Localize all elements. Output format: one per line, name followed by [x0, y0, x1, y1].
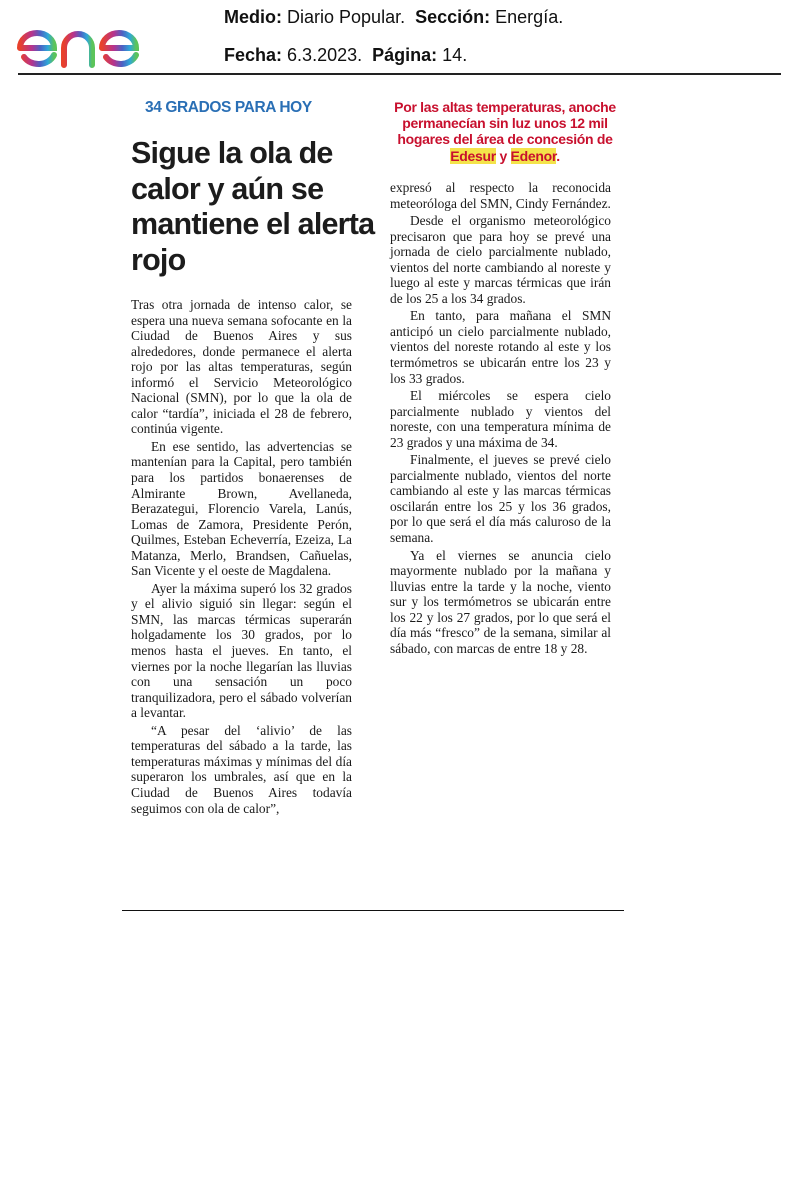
article-callout	[382, 99, 628, 164]
callout-joiner: y	[499, 147, 507, 164]
body-paragraph: Desde el organismo meteorológico precisaron que para hoy se prevé una jornada de cielo parcialmente nublado, vientos del norte cambiando al noreste y luego al este y marcas térmicas que irán de los 25 a los 34 grados.	[390, 213, 611, 306]
seccion-value: Energía.	[495, 7, 564, 27]
fecha-label: Fecha:	[224, 45, 283, 65]
callout-text: Por las altas temperaturas, anoche permanecían sin luz unos 12 mil hogares del área de concesión de	[394, 99, 616, 148]
callout-edesur: Edesur	[450, 147, 496, 164]
body-paragraph: Finalmente, el jueves se prevé cielo parcialmente nublado, vientos del norte cambiando al este y las marcas térmicas oscilarán entre los 25 y los 36 grados, por lo que será el día más caluroso de la semana.	[390, 452, 611, 546]
clipping-meta-date	[224, 45, 467, 66]
body-paragraph: Ya el viernes se anuncia cielo mayormente nublado por la mañana y lluvias entre la tarde y la noche, viento sur y los termómetros se ubicarán entre los 22 y los 27 grados, por lo que será el día más “fresco” de la semana, similar al sábado, con marcas de entre 18 y 28.	[390, 547, 611, 656]
body-paragraph: Tras otra jornada de intenso calor, se espera una nueva semana sofocante en la Ciudad de Buenos Aires y sus alrededores, donde permanece el alerta rojo por las altas temperaturas, según informó el Servicio Meteorológico Nacional (SMN), por lo que la ola de calor “tardía”, iniciada el 28 de febrero, continúa vigente.	[131, 297, 352, 437]
callout-end: .	[556, 147, 560, 164]
body-paragraph: “A pesar del ‘alivio’ de las temperaturas del sábado a la tarde, las temperaturas máximas y mínimas del día superaron los umbrales, así que en la Ciudad de Buenos Aires todavía seguimos con ola de calor”,	[131, 722, 352, 816]
article-column-right	[390, 180, 611, 658]
enel-logo-mark	[16, 14, 172, 70]
footer-divider	[122, 910, 624, 911]
article-column-left	[131, 297, 352, 818]
article-kicker: 34 GRADOS PARA HOY	[145, 99, 312, 116]
seccion-label: Sección:	[415, 7, 491, 27]
body-paragraph: El miércoles se espera cielo parcialmente nublado y vientos del noreste, con una temperatura mínima de 23 grados y una máxima de 34.	[390, 388, 611, 450]
body-paragraph: Ayer la máxima superó los 32 grados y el alivio siguió sin llegar: según el SMN, las marcas térmicas superarán holgadamente los 30 grados, por lo menos hasta el jueves. En tanto, el viernes por la noche llegarían las lluvias con una sensación un poco tranquilizadora, pero el sábado volverían a levantar.	[131, 580, 352, 721]
pagina-label: Página:	[372, 45, 438, 65]
body-paragraph: En ese sentido, las advertencias se mantenían para la Capital, pero también para los partidos bonaerenses de Almirante Brown, Avellaneda, Berazategui, Florencio Varela, Lanús, Lomas de Zamora, Presidente Perón, Quilmes, Esteban Echeverría, Ezeiza, La Matanza, Merlo, Brandsen, Cañuelas, San Vicente y el oeste de Magdalena.	[131, 438, 352, 579]
fecha-value: 6.3.2023.	[287, 45, 363, 65]
body-paragraph: En tanto, para mañana el SMN anticipó un cielo parcialmente nublado, vientos del noreste rotando al este y los termómetros se ubicarán entre los 23 y los 33 grados.	[390, 308, 611, 386]
callout-edenor: Edenor	[510, 147, 557, 164]
pagina-value: 14.	[442, 45, 468, 65]
medio-label: Medio:	[224, 7, 282, 27]
header-divider	[18, 73, 781, 75]
medio-value: Diario Popular.	[287, 7, 406, 27]
enel-logo	[16, 14, 172, 70]
body-paragraph: expresó al respecto la reconocida meteoróloga del SMN, Cindy Fernández.	[390, 180, 611, 211]
clipping-meta-source	[224, 7, 563, 28]
article-headline: Sigue la ola de calor y aún se mantiene el alerta rojo	[131, 136, 375, 277]
